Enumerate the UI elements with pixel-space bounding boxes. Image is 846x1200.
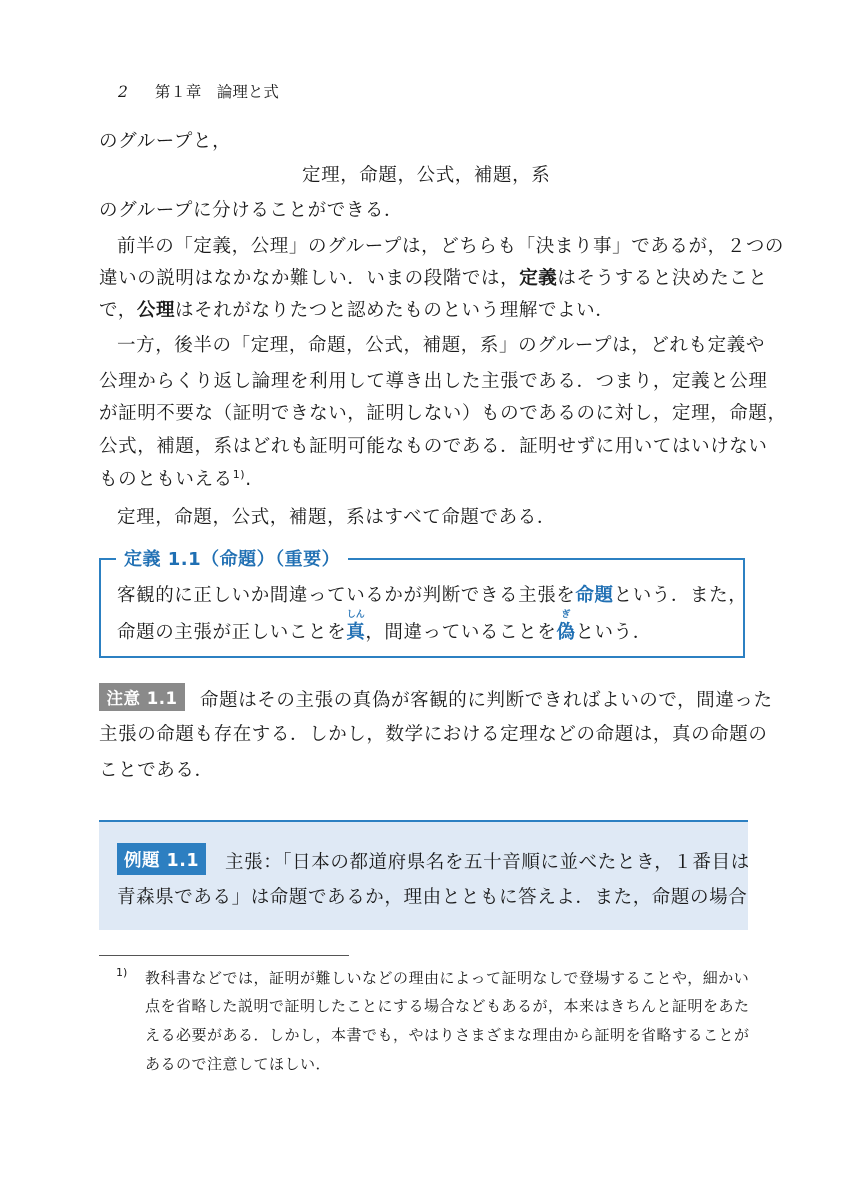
text-line: のグループに分けることができる． — [99, 200, 404, 221]
footnote-line: あるので注意してほしい． — [145, 1055, 332, 1073]
text-span: はそうすると決めたこと — [557, 268, 768, 289]
text-span: ，間違っていることを — [365, 622, 557, 643]
example-line: 主張：「日本の都道府県名を五十音順に並べたとき，１番目は — [225, 852, 750, 873]
paragraph-line: が証明不要な（証明できない，証明しない）ものであるのに対し，定理，命題， — [99, 403, 787, 424]
definition-term-true — [346, 610, 366, 644]
note-line: 主張の命題も存在する．しかし，数学における定理などの命題は，真の命題の — [99, 724, 768, 745]
text-span: 客観的に正しいか間違っているかが判断できる主張を — [117, 585, 576, 606]
note-line: 命題はその主張の真偽が客観的に判断できればよいので，間違った — [200, 690, 773, 711]
paragraph-line — [99, 296, 614, 322]
ruby-reading: しん — [346, 610, 365, 620]
paragraph-line — [99, 465, 252, 491]
footnote-line: 点を省略した説明で証明したことにする場合などもあるが，本来はきちんと証明をあた — [145, 997, 750, 1015]
text-span: はそれがなりたつと認めたものという理解でよい． — [175, 300, 615, 321]
footnote-marker: 1) — [116, 966, 128, 979]
paragraph-line: 公理からくり返し論理を利用して導き出した主張である．つまり，定義と公理 — [99, 371, 768, 392]
term-text: 真 — [346, 622, 366, 643]
footnote-divider — [99, 955, 349, 956]
text-span: . — [245, 469, 252, 490]
paragraph-line: 公式，補題，系はどれも証明可能なものである．証明せずに用いてはいけない — [99, 436, 768, 457]
paragraph-line: 一方，後半の「定理，命題，公式，補題，系」のグループは，どれも定義や — [117, 335, 765, 356]
note-badge: 注意 1.1 — [99, 683, 185, 711]
definition-line — [117, 581, 747, 607]
example-line: 青森県である」は命題であるか，理由とともに答えよ．また，命題の場合 — [117, 887, 748, 908]
text-line: のグループと， — [99, 131, 232, 152]
bold-term: 公理 — [136, 300, 176, 321]
page-number: 2 — [118, 83, 128, 101]
example-box — [99, 820, 748, 930]
term-text: 偽 — [556, 622, 576, 643]
paragraph-line: 前半の「定義，公理」のグループは，どちらも「決まり事」であるが，２つの — [117, 236, 785, 257]
running-header — [118, 80, 279, 102]
paragraph-line — [99, 264, 768, 290]
footnote-line: える必要がある．しかし，本書でも，やはりさまざまな理由から証明を省略することが — [145, 1026, 750, 1044]
example-badge: 例題 1.1 — [117, 843, 206, 875]
definition-term: 命題 — [575, 585, 614, 606]
text-span: 違いの説明はなかなか難しい．いまの段階では， — [99, 268, 520, 289]
text-span: ものともいえる — [99, 469, 233, 490]
centered-list: 定理，命題，公式，補題，系 — [302, 165, 551, 186]
definition-term-false — [556, 610, 576, 644]
text-span: という． — [575, 622, 652, 643]
paragraph-line: 定理，命題，公式，補題，系はすべて命題である． — [117, 507, 556, 528]
note-line: ことである． — [99, 760, 214, 781]
text-span: で， — [99, 300, 137, 321]
bold-term: 定義 — [519, 268, 558, 289]
definition-line — [117, 610, 652, 644]
text-span: 命題の主張が正しいことを — [117, 622, 347, 643]
ruby-reading: ぎ — [561, 610, 571, 620]
chapter-title: 第１章 論理と式 — [154, 83, 279, 101]
definition-title: 定義 1.1（命題）（重要） — [116, 545, 348, 571]
text-span: という．また， — [613, 585, 748, 606]
footnote-line: 教科書などでは，証明が難しいなどの理由によって証明なしで登場することや，細かい — [145, 969, 750, 987]
footnote-reference[interactable]: 1) — [232, 467, 246, 481]
